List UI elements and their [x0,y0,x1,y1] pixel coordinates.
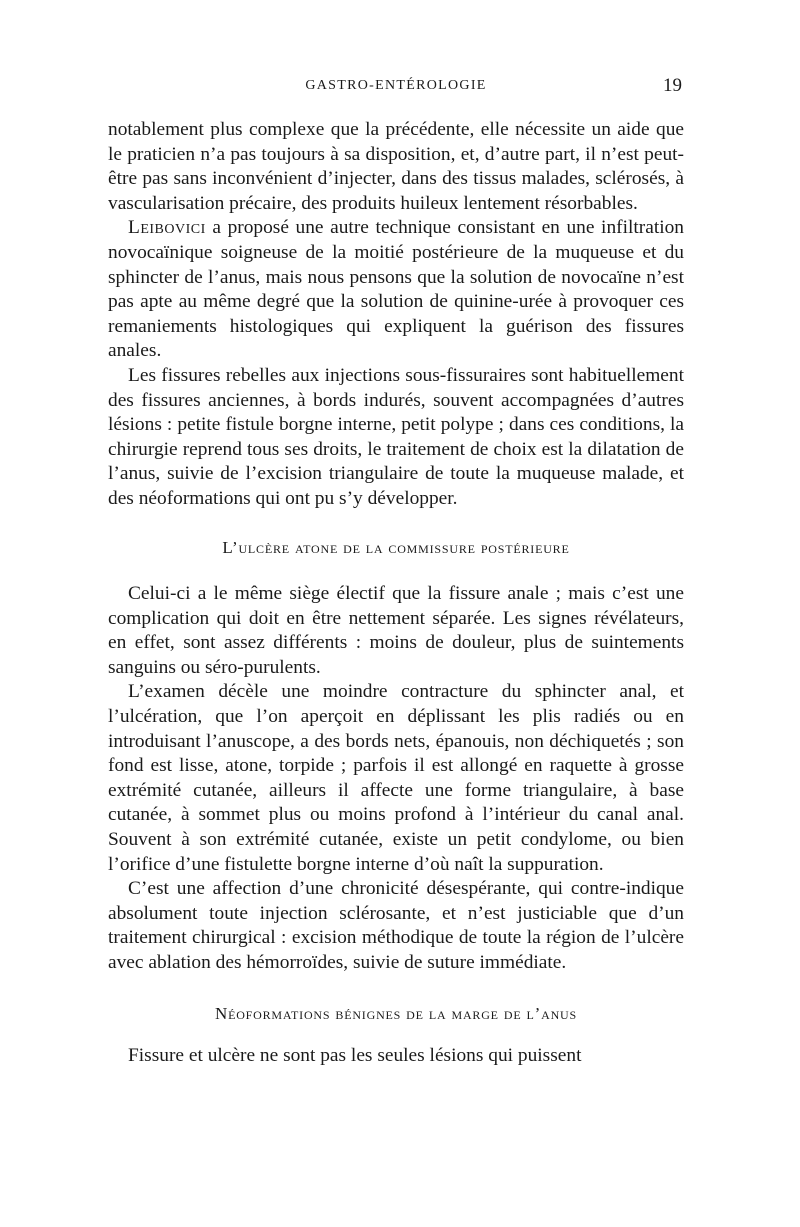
section-heading: Néoformations bénignes de la marge de l’anus [215,1003,577,1023]
paragraph [108,216,684,364]
text-block [108,118,684,1069]
section-heading: L’ulcère atone de la commissure postérieure [222,537,570,557]
paragraph: Les fissures rebelles aux injections sous-fissuraires sont habituellement des fissures anciennes, à bords indurés, souvent accompagnées d’autres lésions : petite fistule borgne interne, petit polype ; dans ces conditions, la chirurgie reprend tous ses droits, le traitement de choix est la dilatation de l’anus, suivie de l’excision triangulaire de toute la muqueuse malade, et des néoformations qui ont pu s’y développer. [108,364,684,509]
paragraph: L’examen décèle une moindre contracture du sphincter anal, et l’ulcération, que l’on aperçoit en déplissant les plis radiés ou en introduisant l’anuscope, a des bords nets, épanouis, non déchiquetés ; son fond est lisse, atone, torpide ; parfois il est allongé en raquette à grosse extrémité cutanée, ailleurs il affecte une forme triangulaire, à base cutanée, à sommet plus ou moins profond à l’intérieur du canal anal. Souvent à son extrémité cutanée, existe un petit condylome, ou bien l’orifice d’une fistulette borgne interne d’où naît la suppuration. [108,681,684,875]
page-number: 19 [663,75,682,96]
paragraph: notablement plus complexe que la précédente, elle nécessite un aide que le praticien n’a pas toujours à sa disposition, et, d’autre part, il n’est peut-être pas sans inconvénient d’injecter, dans des tissus malades, sclérosés, à vascularisation précaire, des produits huileux lentement résorbables. [108,119,684,214]
paragraph-text: a proposé une autre technique consistant en une infiltration novocaïnique soigneuse de la moitié postérieure de la muqueuse et du sphincter de l’anus, mais nous pensons que la solution de novocaïne n’est pas apte au même degré que la solution de quinine-urée à provoquer ces remaniements histologiques qui expliquent la guérison des fissures anales. [108,217,684,362]
paragraph: C’est une affection d’une chronicité désespérante, qui contre-indique absolument toute injection sclérosante, et n’est justiciable que d’un traitement chirurgical : excision méthodique de toute la région de l’ulcère avec ablation des hémorroïdes, suivie de suture immédiate. [108,878,684,973]
running-head [108,75,684,100]
author-name: Leibovici [128,217,206,239]
paragraph: Fissure et ulcère ne sont pas les seules lésions qui puissent [128,1045,582,1067]
paragraph: Celui-ci a le même siège électif que la fissure anale ; mais c’est une complication qui doit en être nettement séparée. Les signes révélateurs, en effet, sont assez différents : moins de douleur, plus de suintements sanguins ou séro-purulents. [108,583,684,678]
running-title: GASTRO-ENTÉROLOGIE [305,78,487,93]
